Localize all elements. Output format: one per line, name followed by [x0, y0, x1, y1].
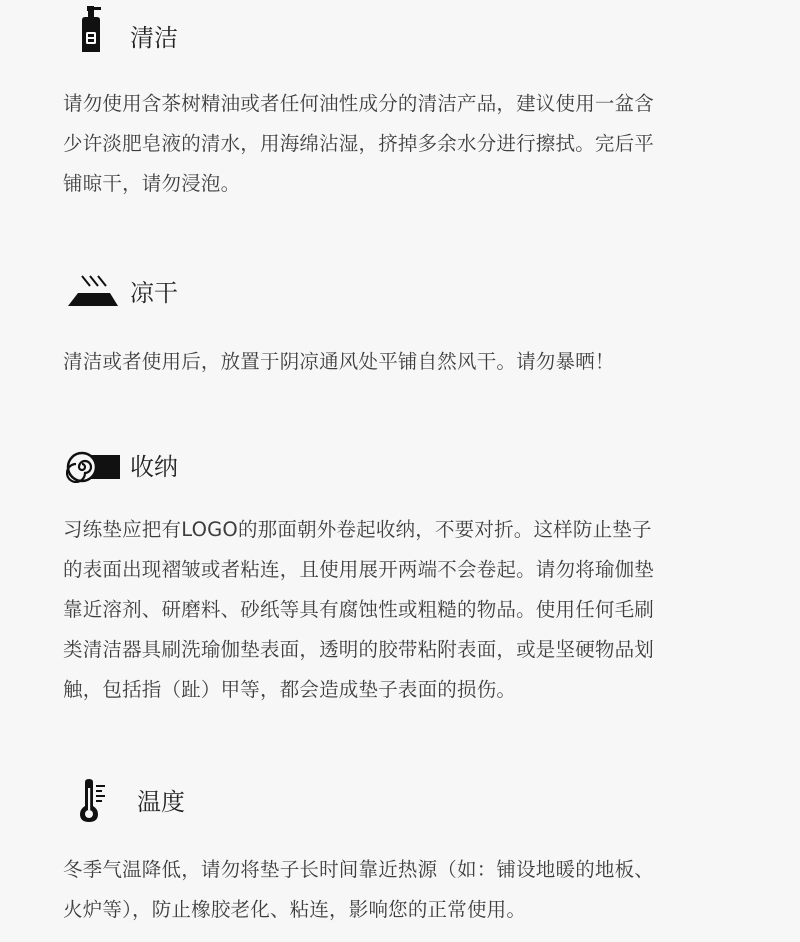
bottle-icon [76, 6, 106, 54]
body-line: 习练垫应把有LOGO的那面朝外卷起收纳，不要对折。这样防止垫子 [63, 518, 652, 541]
rolled-mat-icon [66, 451, 122, 483]
body-line: 类清洁器具刷洗瑜伽垫表面，透明的胶带粘附表面，或是坚硬物品划 [63, 638, 655, 661]
section-title: 清洁 [130, 24, 178, 52]
body-line: 铺晾干，请勿浸泡。 [63, 172, 241, 195]
body-line: 清洁或者使用后，放置于阴凉通风处平铺自然风干。请勿暴晒！ [63, 350, 615, 373]
section-title: 温度 [137, 788, 185, 816]
section-body [63, 342, 743, 382]
section-title: 收纳 [130, 453, 178, 481]
section-body [63, 850, 743, 930]
section-body [63, 510, 743, 710]
body-line: 靠近溶剂、研磨料、砂纸等具有腐蚀性或粗糙的物品。使用任何毛刷 [63, 598, 655, 621]
body-line: 少许淡肥皂液的清水，用海绵沾湿，挤掉多余水分进行擦拭。完后平 [63, 132, 655, 155]
body-line: 火炉等），防止橡胶老化、粘连，影响您的正常使用。 [63, 898, 527, 921]
section-title: 凉干 [130, 279, 178, 307]
thermometer-icon [78, 778, 108, 824]
section-body [63, 84, 743, 204]
air-dry-icon [66, 273, 120, 309]
body-line: 的表面出现褶皱或者粘连，且使用展开两端不会卷起。请勿将瑜伽垫 [63, 558, 655, 581]
body-line: 请勿使用含茶树精油或者任何油性成分的清洁产品，建议使用一盆含 [63, 92, 655, 115]
body-line: 冬季气温降低，请勿将垫子长时间靠近热源（如：铺设地暖的地板、 [63, 858, 655, 881]
body-line: 触，包括指（趾）甲等，都会造成垫子表面的损伤。 [63, 678, 517, 701]
